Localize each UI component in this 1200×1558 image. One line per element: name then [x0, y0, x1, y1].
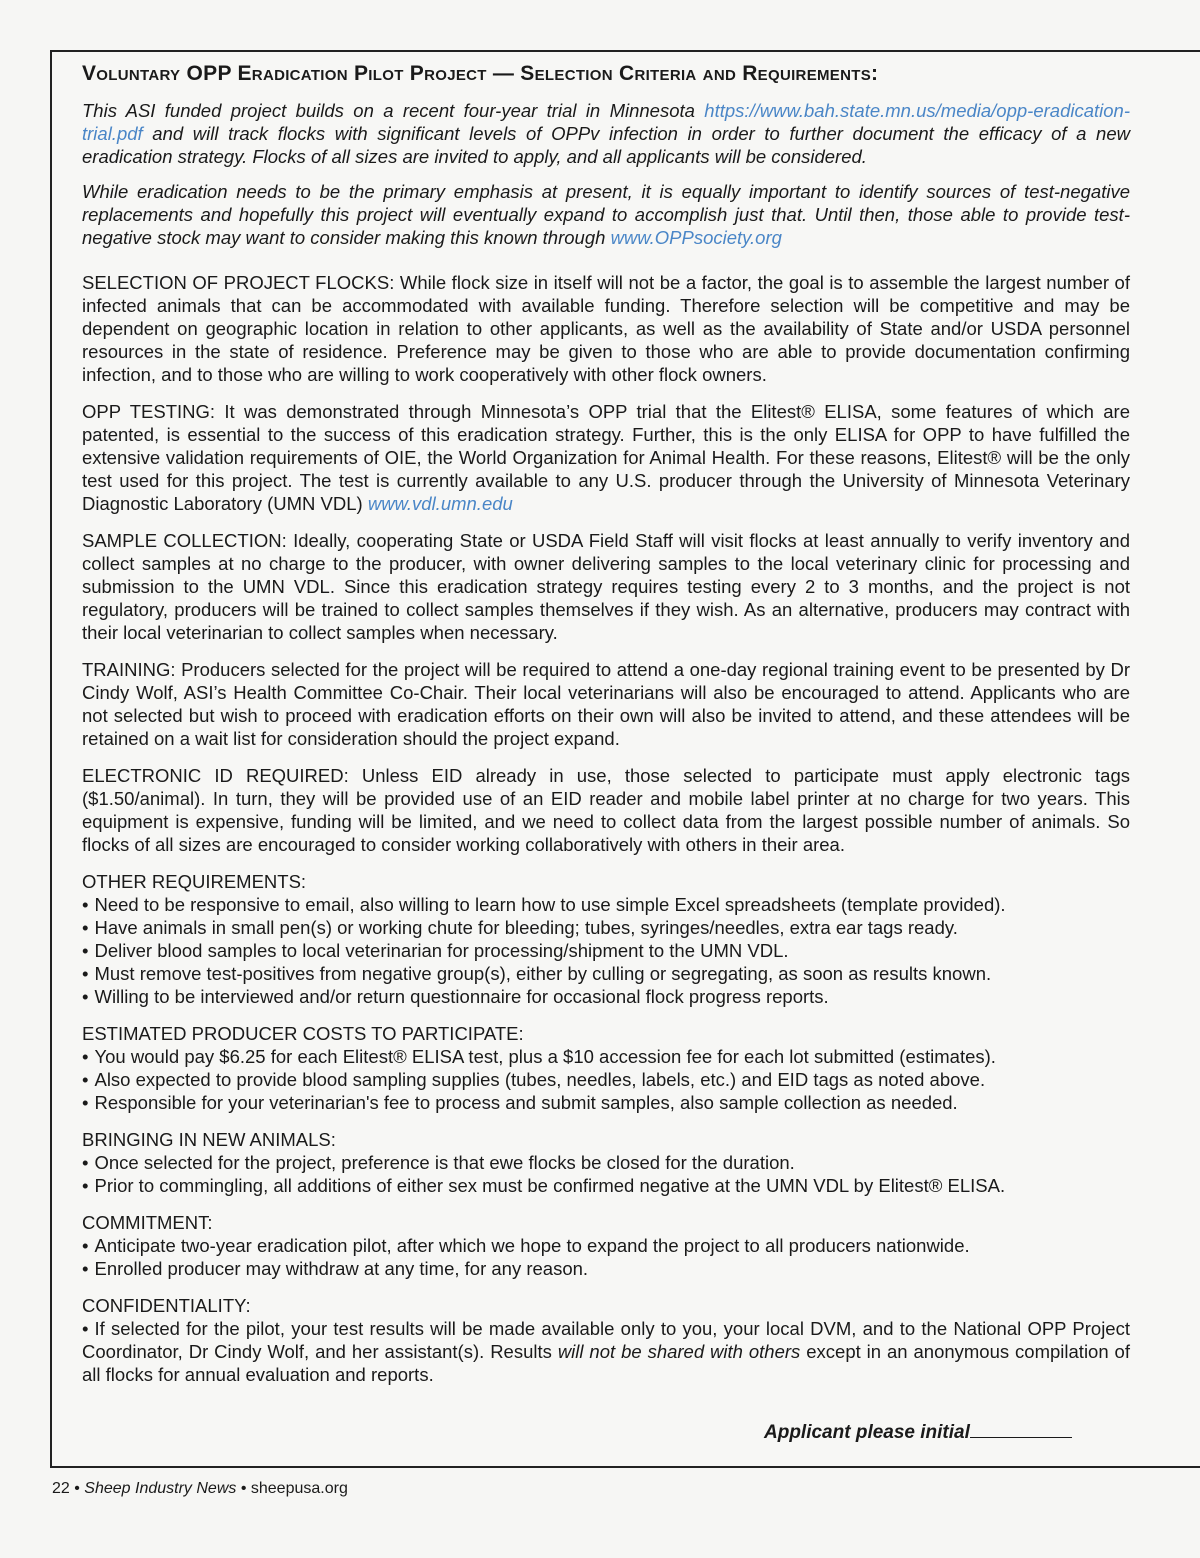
section-training: TRAINING: Producers selected for the project will be required to attend a one-day regional training event to be presented by Dr Cindy Wolf, ASI’s Health Committee Co-Chair. Their local veterinarians will also be encouraged to attend. Applicants who are not selected but wish to proceed with eradication efforts on their own will also be invited to attend, and these attendees will be retained on a wait list for consideration should the project expand. — [82, 659, 1130, 749]
document-content — [82, 62, 1130, 1400]
page-title: Voluntary OPP Eradication Pilot Project — Selection Criteria and Requirements: — [82, 62, 879, 85]
list-item: • Prior to commingling, all additions of either sex must be confirmed negative at the UMN VDL by Elitest® ELISA. — [82, 1175, 1006, 1196]
footer-site[interactable]: sheepusa.org — [250, 1480, 348, 1497]
publication-name: Sheep Industry News — [84, 1480, 237, 1497]
list-item: • Have animals in small pen(s) or working chute for bleeding; tubes, syringes/needles, extra ear tags ready. — [82, 917, 958, 938]
new-animals-list — [82, 1151, 1130, 1197]
list-item: • Willing to be interviewed and/or return questionnaire for occasional flock progress reports. — [82, 986, 829, 1007]
confidentiality-list — [82, 1317, 1130, 1386]
list-item: • You would pay $6.25 for each Elitest® ELISA test, plus a $10 accession fee for each lot submitted (estimates). — [82, 1046, 996, 1067]
page-number: 22 — [52, 1480, 70, 1497]
commitment-heading: COMMITMENT: — [82, 1212, 213, 1233]
intro-paragraph-2: While eradication needs to be the primary emphasis at present, it is equally important to identify sources of test-negative replacements and hopefully this project will eventually expand to accomplish just that. Until then, those able to provide test-negative stock may want to consider making this known through www.OPPsociety.org — [82, 181, 1130, 248]
list-item: • Enrolled producer may withdraw at any time, for any reason. — [82, 1258, 589, 1279]
list-item: • Anticipate two-year eradication pilot, after which we hope to expand the project to all producers nationwide. — [82, 1235, 970, 1256]
confidentiality-heading: CONFIDENTIALITY: — [82, 1295, 251, 1316]
trial-pdf-link[interactable]: https://www.bah.state.mn.us/media/opp-eradication-trial.pdf — [82, 100, 1130, 144]
section-sample-collection: SAMPLE COLLECTION: Ideally, cooperating State or USDA Field Staff will visit flocks at least annually to verify inventory and collect samples at no charge to the producer, with owner delivering samples to the local veterinary clinic for processing and submission to the UMN VDL. Since this eradication strategy requires testing every 2 to 3 months, and the project is not regulatory, producers will be trained to collect samples themselves if they wish. As an alternative, producers may contract with their local veterinarian to collect samples when necessary. — [82, 530, 1130, 643]
vdl-link[interactable]: www.vdl.umn.edu — [367, 493, 513, 514]
intro-paragraph-1: This ASI funded project builds on a recent four-year trial in Minnesota https://www.bah.state.mn.us/media/opp-eradication-trial.pdf and will track flocks with significant levels of OPPv infection in order to further document the efficacy of a new eradication strategy. Flocks of all sizes are invited to apply, and all applicants will be considered. — [82, 100, 1130, 167]
list-item: • Responsible for your veterinarian's fee to process and submit samples, also sample collection as needed. — [82, 1092, 958, 1113]
list-item: • Once selected for the project, preference is that ewe flocks be closed for the duration. — [82, 1152, 795, 1173]
commitment-list — [82, 1234, 1130, 1280]
costs-list — [82, 1045, 1130, 1114]
new-animals-heading: BRINGING IN NEW ANIMALS: — [82, 1129, 336, 1150]
section-selection: SELECTION OF PROJECT FLOCKS: While flock size in itself will not be a factor, the goal is to assemble the largest number of infected animals that can be accommodated with available funding. Therefore selection will be competitive and may be dependent on geographic location in relation to other applicants, as well as the availability of State and/or USDA personnel resources in the state of residence. Preference may be given to those who are able to provide documentation confirming infection, and to those who are willing to work cooperatively with other flock owners. — [82, 272, 1130, 385]
other-requirements-list — [82, 893, 1130, 1008]
page-footer: 22 • Sheep Industry News • sheepusa.org — [52, 1480, 348, 1497]
list-item: • Need to be responsive to email, also willing to learn how to use simple Excel spreadsheets (template provided). — [82, 894, 1006, 915]
list-item: • If selected for the pilot, your test results will be made available only to you, your local DVM, and to the National OPP Project Coordinator, Dr Cindy Wolf, and her assistant(s). Results will not be shared with others except in an anonymous compilation of all flocks for annual evaluation and reports. — [82, 1318, 1130, 1385]
applicant-initial-line: Applicant please initial — [764, 1422, 1072, 1444]
list-item: • Must remove test-positives from negative group(s), either by culling or segregating, as soon as results known. — [82, 963, 992, 984]
initial-signature-field[interactable] — [970, 1437, 1072, 1438]
list-item: • Also expected to provide blood sampling supplies (tubes, needles, labels, etc.) and EID tags as noted above. — [82, 1069, 986, 1090]
costs-heading: ESTIMATED PRODUCER COSTS TO PARTICIPATE: — [82, 1023, 524, 1044]
opp-society-link[interactable]: www.OPPsociety.org — [610, 227, 782, 248]
list-item: • Deliver blood samples to local veterinarian for processing/shipment to the UMN VDL. — [82, 940, 789, 961]
section-testing: OPP TESTING: It was demonstrated through Minnesota’s OPP trial that the Elitest® ELISA, some features of which are patented, is essential to the success of this eradication strategy. Further, this is the only ELISA for OPP to have fulfilled the extensive validation requirements of OIE, the World Organization for Animal Health. For these reasons, Elitest® will be the only test used for this project. The test is currently available to any U.S. producer through the University of Minnesota Veterinary Diagnostic Laboratory (UMN VDL) www.vdl.umn.edu — [82, 401, 1130, 514]
section-eid: ELECTRONIC ID REQUIRED: Unless EID already in use, those selected to participate must apply electronic tags ($1.50/animal). In turn, they will be provided use of an EID reader and mobile label printer at no charge for two years. This equipment is expensive, funding will be limited, and we need to collect data from the largest possible number of animals. So flocks of all sizes are encouraged to consider working collaboratively with others in their area. — [82, 765, 1130, 855]
other-requirements-heading: OTHER REQUIREMENTS: — [82, 871, 307, 892]
